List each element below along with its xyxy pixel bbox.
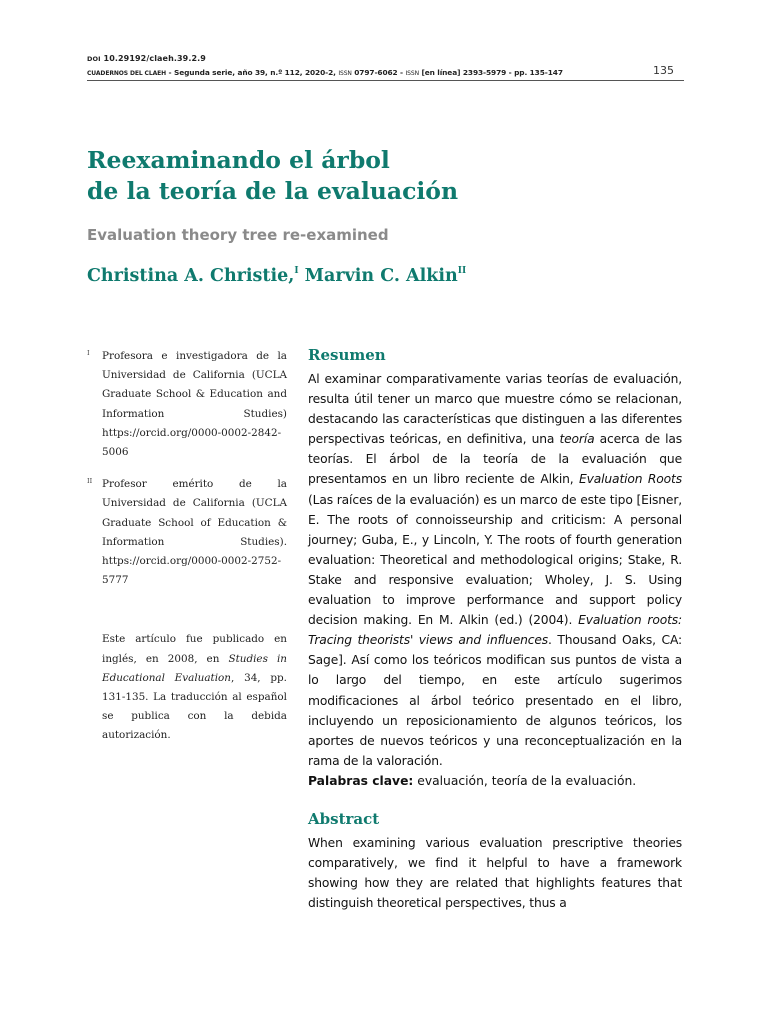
abstract-heading: Abstract — [308, 809, 380, 828]
resumen-part-4: . Thousand Oaks, CA: Sage]. Así como los teóricos modifican sus puntos de vista a lo largo del tiempo, en este artículo sugerimos modificaciones al árbol teórico presentado en el libro, incluyendo un reposicionamiento de algunos teóricos, los aportes de nuevos teóricos y una reconceptualización en la rama de la valoración. — [308, 633, 682, 768]
page-number: 135 — [653, 64, 674, 77]
issn-value: 0797-6062 - — [351, 68, 406, 77]
publication-note — [87, 630, 287, 745]
affiliation-2 — [87, 475, 287, 590]
journal-citation — [87, 68, 627, 77]
resumen-text — [308, 369, 682, 771]
author-1-mark[interactable]: I — [294, 266, 299, 276]
header-rule — [87, 80, 684, 81]
article-subtitle: Evaluation theory tree re-examined — [87, 226, 389, 244]
keywords — [308, 771, 682, 791]
journal-details: - Segunda serie, año 39, n.º 112, 2020-2, — [166, 68, 339, 77]
resumen-evaluation-roots: Evaluation Roots — [579, 472, 682, 487]
issn-label: ISSN — [338, 70, 352, 77]
resumen-part-2: acerca de las teorías. El árbol de la teoría de la evaluación que presentamos en un libro reciente de Alkin, — [308, 432, 682, 487]
issn-online-value: [en línea] 2393-5979 - pp. 135-147 — [418, 68, 563, 77]
abstract-text: When examining various evaluation prescriptive theories comparatively, we find it helpful to have a framework showing how they are related that highlights features that distinguish theoretical perspectives, thus a — [308, 835, 682, 911]
affiliation-2-mark: II — [87, 477, 93, 486]
affiliation-2-text: Profesor emérito de la Universidad de California (UCLA Graduate School of Education & Information Studies). https://orcid.org/0000-0002-2752-5777 — [102, 478, 287, 587]
keywords-label: Palabras clave: — [308, 773, 414, 788]
author-2-mark[interactable]: II — [457, 266, 467, 276]
title-line-2: de la teoría de la evaluación — [87, 177, 459, 205]
resumen-book-title: Evaluation roots: Tracing theorists' views and influences — [308, 613, 683, 648]
publication-note-part-1: Este artículo fue publicado en inglés, en 2008, en — [102, 633, 287, 665]
resumen-part-1: Al examinar comparativamente varias teorías de evaluación, resulta útil tener un marco que muestre cómo se relacionan, destacando las características que distinguen a las diferentes perspectivas teóricas, en definitiva, una — [308, 372, 682, 447]
resumen-part-3: (Las raíces de la evaluación) es un marco de este tipo [Eisner, E. The roots of connoisseurship and criticism: A personal journey; Guba, E., y Lincoln, Y. The roots of fourth generation evaluation: Theoretical and methodological origins; Stake, R. Stake and responsive evaluation; Wholey, J. S. Using evaluation to improve performance and support policy decision making. En M. Alkin (ed.) (2004). — [308, 492, 682, 628]
sidebar-notes — [87, 347, 287, 746]
author-1: Christina A. Christie, — [87, 266, 295, 286]
affiliation-1-text: Profesora e investigadora de la Universidad de California (UCLA Graduate School & Education and Information Studies) https://orcid.org/0000-0002-2842-5006 — [102, 350, 287, 459]
author-line — [87, 266, 466, 286]
publication-note-part-2: , 34, pp. 131-135. La traducción al español se publica con la debida autorización. — [102, 671, 287, 742]
resumen-heading: Resumen — [308, 346, 386, 364]
affiliation-1-mark: I — [87, 349, 90, 357]
publication-note-journal: Studies in Educational Evaluation — [102, 652, 287, 684]
keywords-list: evaluación, teoría de la evaluación. — [413, 773, 637, 788]
article-title — [87, 145, 687, 207]
main-column — [308, 345, 682, 913]
issn-online-label: ISSN — [405, 70, 419, 77]
resumen-teoria: teoría — [559, 432, 595, 447]
author-2: Marvin C. Alkin — [298, 266, 458, 286]
affiliation-1 — [87, 347, 287, 462]
doi-prefix: DOI — [87, 55, 101, 63]
doi-value[interactable]: 10.29192/claeh.39.2.9 — [103, 54, 206, 63]
title-line-1: Reexaminando el árbol — [87, 146, 390, 174]
journal-name: CUADERNOS DEL CLAEH — [87, 70, 167, 77]
doi-line — [87, 54, 206, 63]
